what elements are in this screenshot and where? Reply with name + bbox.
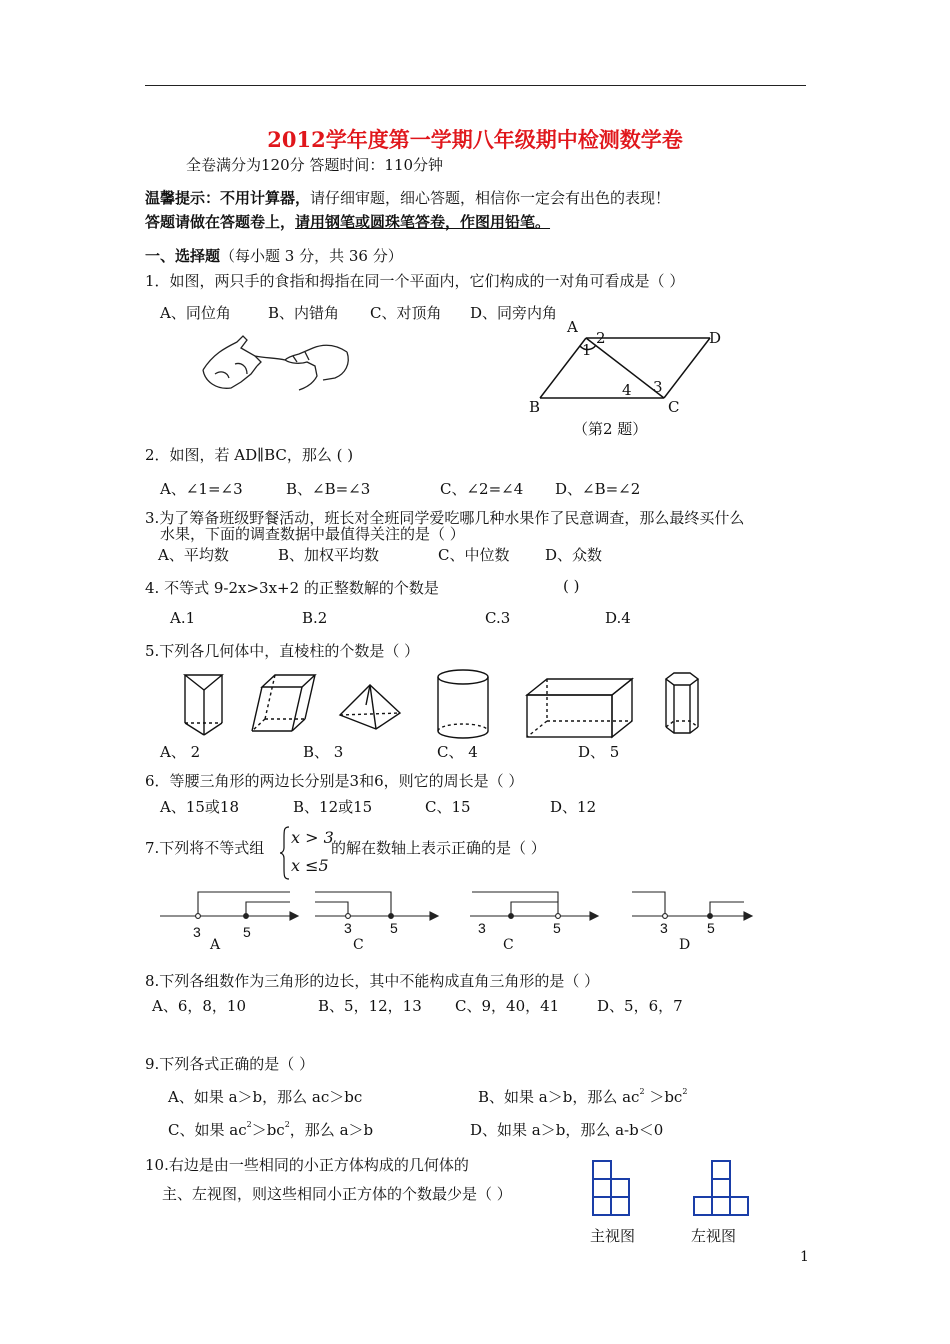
- q6-stem: 6．等腰三角形的两边长分别是3和6，则它的周长是（ ）: [145, 772, 524, 790]
- notice-line-2: [145, 211, 550, 232]
- axis-b-tick-5: 5: [390, 920, 398, 936]
- q9-option-c: [168, 1119, 373, 1140]
- notice-line-2b: 请用钢笔或圆珠笔答卷，作图用铅笔。: [295, 213, 551, 231]
- axis-b-label: C: [353, 937, 364, 953]
- page-title: 2012学年度第一学期八年级期中检测数学卷: [267, 127, 683, 152]
- q9-stem: 9.下列各式正确的是（ ）: [145, 1055, 315, 1073]
- section-label: 一、选择题: [145, 247, 221, 265]
- q8-stem: 8.下列各组数作为三角形的边长，其中不能构成直角三角形的是（ ）: [145, 972, 600, 990]
- exam-info: 全卷满分为120分 答题时间：110分钟: [186, 156, 444, 174]
- left-view-label: 左视图: [691, 1227, 737, 1245]
- notice-bold: 温馨提示：不用计算器，: [145, 189, 311, 207]
- q9-option-d: D、如果 a＞b，那么 a-b＜0: [470, 1121, 664, 1139]
- q9-c-sup1: 2: [246, 1120, 252, 1129]
- q2-option-d: D、∠B=∠2: [555, 480, 641, 498]
- q3-option-d: D、众数: [545, 546, 603, 564]
- notice-line-1: [145, 187, 670, 208]
- front-view-label: 主视图: [590, 1227, 636, 1245]
- section-note: （每小题 3 分，共 36 分）: [220, 247, 403, 265]
- q8-option-b: B、5，12，13: [318, 997, 422, 1015]
- q4-option-b: B.2: [302, 609, 328, 627]
- q7-inequality-1: x > 3: [291, 828, 334, 847]
- axis-a-tick-3: 3: [193, 924, 201, 940]
- q7-inequality-2: x ≤5: [291, 856, 329, 875]
- q2-option-a: A、∠1=∠3: [160, 480, 243, 498]
- page-number: 1: [800, 1249, 809, 1265]
- q9-c-mid: ＞bc: [251, 1121, 285, 1139]
- fig2-label-b: B: [529, 398, 541, 416]
- q5-option-b: B、 3: [303, 743, 344, 761]
- q7-stem-before: 7.下列将不等式组: [145, 839, 265, 857]
- q10-stem-2: 主、左视图，则这些相同小正方体的个数最少是（ ）: [162, 1185, 512, 1203]
- q4-paren: ( ): [563, 577, 580, 595]
- notice-line-2a: 答题请做在答题卷上，: [145, 213, 296, 231]
- q9-b-sup2: 2: [682, 1087, 688, 1096]
- axis-d-tick-3: 3: [660, 920, 668, 936]
- q6-option-a: A、15或18: [160, 798, 240, 816]
- q1-option-b: B、内错角: [268, 304, 340, 322]
- q10-stem-1: 10.右边是由一些相同的小正方体构成的几何体的: [145, 1156, 469, 1174]
- q5-option-c: C、 4: [437, 743, 478, 761]
- fig2-angle-3: 3: [653, 378, 663, 396]
- q3-option-b: B、加权平均数: [278, 546, 380, 564]
- q6-option-d: D、12: [550, 798, 597, 816]
- axis-d-tick-5: 5: [707, 920, 715, 936]
- q2-stem: 2．如图，若 AD∥BC，那么 ( ): [145, 446, 354, 464]
- front-view-figure: [592, 1160, 632, 1218]
- q8-option-a: A、6，8，10: [152, 997, 247, 1015]
- q5-stem: 5.下列各几何体中，直棱柱的个数是（ ）: [145, 642, 420, 660]
- q9-c-sup2: 2: [284, 1120, 290, 1129]
- q3-option-c: C、中位数: [438, 546, 510, 564]
- notice-rest: 请仔细审题，细心答题，相信你一定会有出色的表现！: [310, 189, 671, 207]
- q5-option-a: A、 2: [160, 743, 201, 761]
- q8-option-d: D、5，6，7: [597, 997, 683, 1015]
- q3-stem-2: 水果，下面的调查数据中最值得关注的是（ ）: [160, 525, 465, 543]
- q4-option-c: C.3: [485, 609, 511, 627]
- q8-option-c: C、9，40，41: [455, 997, 560, 1015]
- q1-option-a: A、同位角: [160, 304, 231, 322]
- q1-option-c: C、对顶角: [370, 304, 442, 322]
- fig2-label-d: D: [709, 329, 722, 347]
- q3-option-a: A、平均数: [158, 546, 229, 564]
- axis-c-tick-5: 5: [553, 920, 561, 936]
- q4-option-d: D.4: [605, 609, 631, 627]
- hands-figure: [195, 330, 355, 400]
- top-rule: [145, 85, 806, 86]
- axis-b-tick-3: 3: [344, 920, 352, 936]
- fig2-label-c: C: [668, 398, 680, 416]
- section-heading: [145, 245, 403, 266]
- axis-c-tick-3: 3: [478, 920, 486, 936]
- q9-option-a: A、如果 a＞b，那么 ac＞bc: [168, 1088, 363, 1106]
- axis-c-label: C: [503, 937, 514, 953]
- fig2-angle-4: 4: [622, 381, 632, 399]
- fig2-caption: （第2 题）: [573, 420, 648, 438]
- fig2-angle-2: 2: [596, 329, 606, 347]
- fig2-label-a: A: [567, 318, 578, 336]
- q9-b-sup1: 2: [639, 1087, 645, 1096]
- axis-d-label: D: [679, 937, 691, 953]
- q9-b-mid: ＞bc: [644, 1088, 683, 1106]
- q5-option-d: D、 5: [578, 743, 620, 761]
- number-lines-figure: [160, 888, 760, 928]
- q6-option-b: B、12或15: [293, 798, 373, 816]
- q9-c-pre: C、如果 ac: [168, 1121, 247, 1139]
- axis-a-tick-5: 5: [243, 924, 251, 940]
- axis-a-label: A: [210, 937, 221, 953]
- q9-c-post: ，那么 a＞b: [289, 1121, 374, 1139]
- q6-option-c: C、15: [425, 798, 471, 816]
- q7-stem-after: 的解在数轴上表示正确的是（ ）: [331, 839, 546, 857]
- fig2-angle-1: 1: [582, 341, 592, 359]
- brace-icon: [280, 826, 290, 880]
- solids-figure: [180, 665, 720, 745]
- q2-option-c: C、∠2=∠4: [440, 480, 524, 498]
- q3-stem-1: 3.为了筹备班级野餐活动，班长对全班同学爱吃哪几种水果作了民意调查，那么最终买什么: [145, 509, 745, 527]
- q1-option-d: D、同旁内角: [470, 304, 558, 322]
- q1-stem: 1．如图，两只手的食指和拇指在同一个平面内，它们构成的一对角可看成是（ ）: [145, 272, 685, 290]
- q4-option-a: A.1: [170, 609, 196, 627]
- q9-option-b: [478, 1086, 687, 1107]
- q2-option-b: B、∠B=∠3: [286, 480, 371, 498]
- left-view-figure: [693, 1160, 751, 1218]
- q4-stem: 4. 不等式 9-2x>3x+2 的正整数解的个数是: [145, 579, 439, 597]
- parallelogram-figure: [520, 318, 740, 428]
- q9-b-pre: B、如果 a＞b，那么 ac: [478, 1088, 640, 1106]
